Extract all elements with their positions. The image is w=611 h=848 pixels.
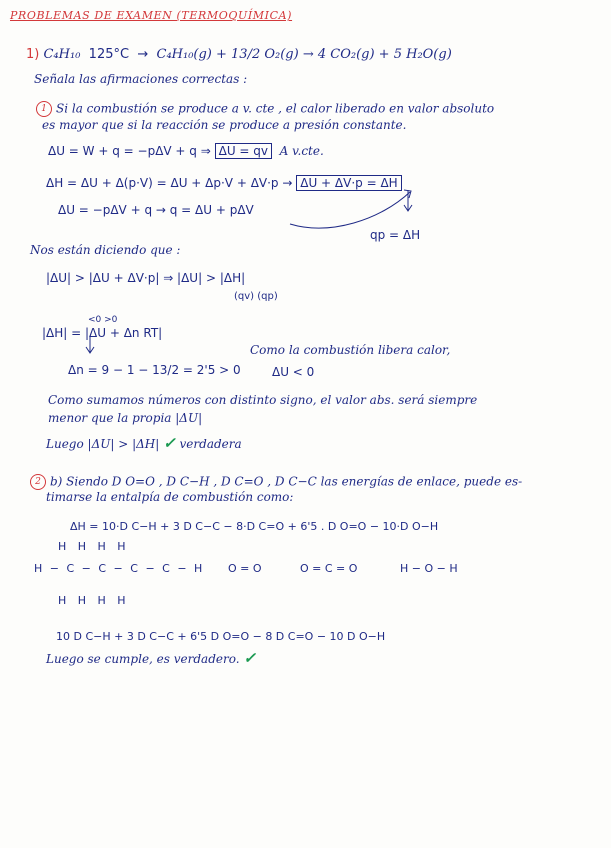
checkmark-icon: ✓ <box>163 434 176 452</box>
butane-top-h: H H H H <box>58 540 130 553</box>
verdict-a: verdadera <box>179 437 242 451</box>
dh-abs-line: |ΔH| = |ΔU + Δn RT| <box>42 326 163 340</box>
nos-dicen-text: Nos están diciendo que : <box>30 243 181 257</box>
q1-a-statement-line2: es mayor que si la reacción se produce a presión constante. <box>42 118 407 132</box>
item-b-badge: 2 <box>30 474 46 490</box>
equation-du: ΔU = W + q = −pΔV + q ⇒ ΔU = qv A v.cte. <box>48 144 324 158</box>
q1-number: 1) <box>26 47 40 62</box>
delta-n-line: Δn = 9 − 1 − 13/2 = 2'5 > 0 <box>68 363 241 377</box>
comb-line2: ΔU < 0 <box>272 365 315 379</box>
q1-a-statement-line1: 1 Si la combustión se produce a v. cte , el calor liberado en valor absoluto <box>36 101 494 117</box>
boxed-dh: ΔU + ΔV·p = ΔH <box>296 175 401 191</box>
bond-energy-sum: 10 D C−H + 3 D C−C + 6'5 D O=O − 8 D C=O − 10 D O−H <box>56 630 386 643</box>
comb-line1: Como la combustión libera calor, <box>250 343 451 357</box>
q2-statement-line1: 2 b) Siendo D O=O , D C−H , D C=O , D C−C las energías de enlace, puede es- <box>30 474 522 490</box>
constant-volume-note: A v.cte. <box>279 144 324 158</box>
q1-reactant: C₄H₁₀ <box>43 47 81 62</box>
q2-statement-line2: timarse la entalpía de combustión como: <box>46 490 294 504</box>
sign-marks: <0 >0 <box>88 315 118 325</box>
equation-q: ΔU = −pΔV + q → q = ΔU + pΔV <box>58 203 254 217</box>
butane-bottom-h: H H H H <box>58 594 130 607</box>
co2-structure: O = C = O <box>300 562 358 575</box>
q1-header <box>26 48 452 62</box>
page-title: PROBLEMAS DE EXAMEN (TERMOQUÍMICA) <box>10 9 293 22</box>
q1-temperature: 125°C <box>88 47 130 62</box>
o2-structure: O = O <box>228 562 262 575</box>
enthalpy-formula: ΔH = 10·D C−H + 3 D C−C − 8·D C=O + 6'5 . D O=O − 10·D O−H <box>70 520 439 533</box>
h2o-structure: H − O − H <box>400 562 458 575</box>
equation-qp: qp = ΔH <box>370 228 421 242</box>
conclusion-a: Luego |ΔU| > |ΔH| ✓ verdadera <box>46 434 242 452</box>
butane-structure: H − C − C − C − C − H <box>34 562 205 575</box>
item-a-badge: 1 <box>36 101 52 117</box>
inequality-labels: (qv) (qp) <box>234 291 278 302</box>
q1-prompt: Señala las afirmaciones correctas : <box>34 72 248 86</box>
equation-dh: ΔH = ΔU + Δ(p·V) = ΔU + Δp·V + ΔV·p → ΔU + ΔV·p = ΔH <box>46 176 402 190</box>
como-line1: Como sumamos números con distinto signo, el valor abs. será siempre <box>48 393 478 407</box>
q1-arrow: → <box>137 47 149 62</box>
checkmark-icon: ✓ <box>243 649 256 667</box>
inequality-line: |ΔU| > |ΔU + ΔV·p| ⇒ |ΔU| > |ΔH| <box>46 271 246 285</box>
como-line2: menor que la propia |ΔU| <box>48 411 203 425</box>
conclusion-b: Luego se cumple, es verdadero. ✓ <box>46 649 256 667</box>
boxed-du-qv: ΔU = qv <box>215 143 272 159</box>
q1-reaction: C₄H₁₀(g) + 13/2 O₂(g) → 4 CO₂(g) + 5 H₂O(g) <box>156 47 452 62</box>
